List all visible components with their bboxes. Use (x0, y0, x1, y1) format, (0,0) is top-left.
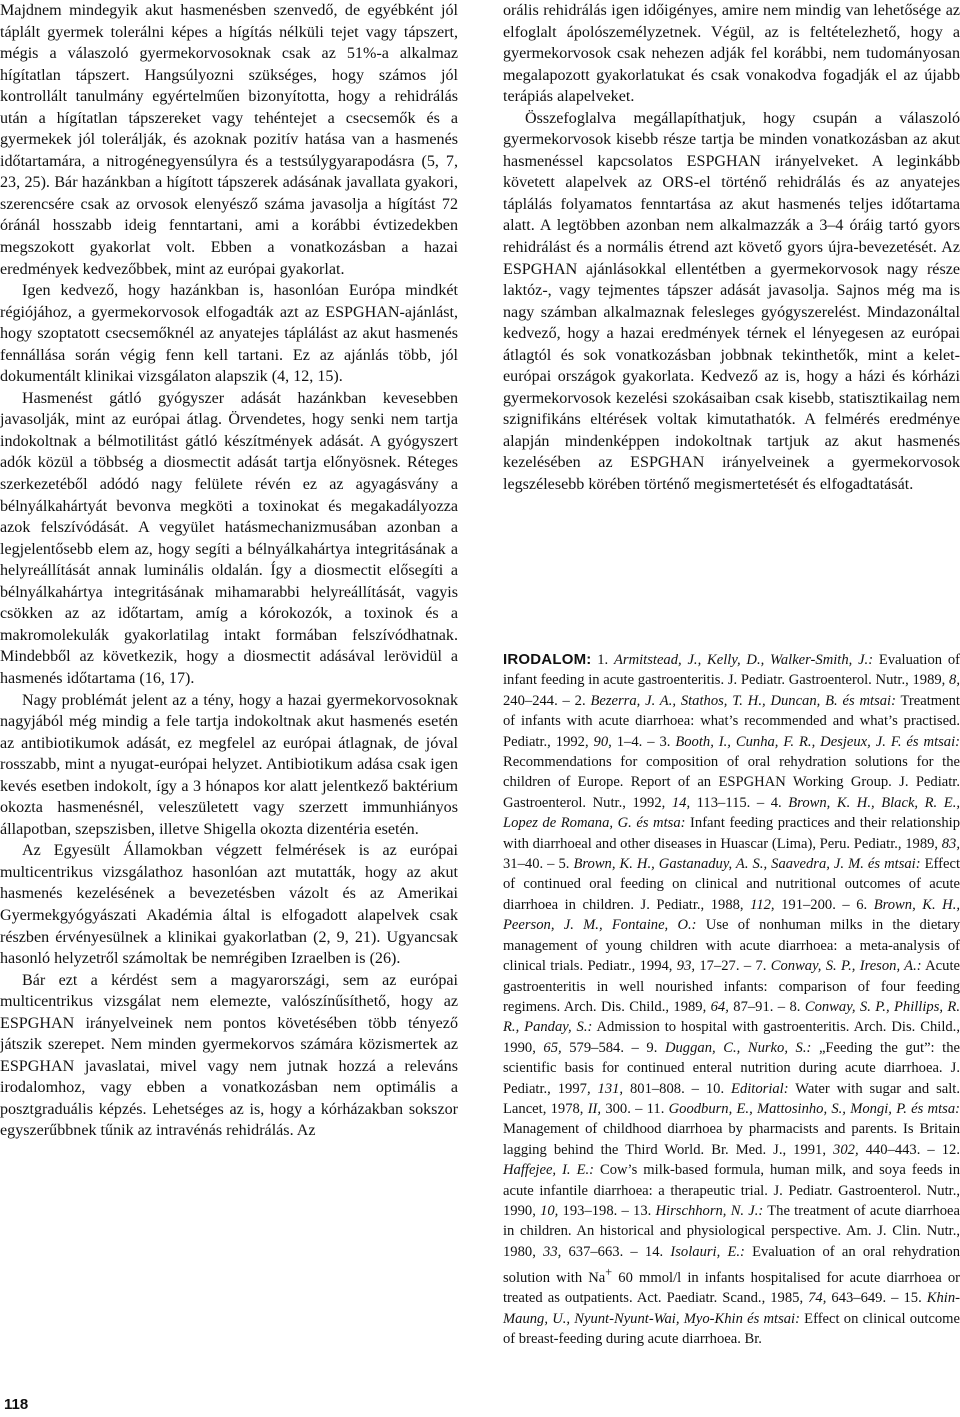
reference-italic-segment: Armitstead, J., Kelly, D., Walker-Smith, J.: (613, 652, 874, 668)
reference-segment: 579–584. – 9. (561, 1039, 665, 1056)
reference-italic-segment: 131, (597, 1080, 624, 1097)
references-body (503, 652, 960, 1347)
reference-segment: 801–808. – 10. (623, 1080, 732, 1097)
reference-italic-segment: II, (587, 1100, 602, 1117)
reference-segment: Use of nonhuman milks in the dietary management of young children with acute diarrhoea: a meta-analysis of clinical trials. Pediatr., 1994, (503, 917, 960, 975)
reference-segment: Effect of continued oral feeding on clinical and nutritional outcomes of acute diarrhoea in children. J. Pediatr., 1988, (503, 856, 960, 913)
reference-italic-segment: Isolauri, E.: (670, 1243, 745, 1260)
reference-segment: Management of childhood diarrhoea by pharmacists and parents. Is Britain lagging behind the Third World. Br. Med. J., 1991, (503, 1121, 960, 1158)
reference-segment: 60 mmol/l in infants hospitalised for acute diarrhoea or treated as outpatients. Act. Paediatr. Scand., 1985, (503, 1270, 960, 1307)
reference-segment: Cow’s milk-based formula, human milk, and soya feeds in acute infantile diarrhoea: a therapeutic trial. J. Pediatr. Gastroenterol. Nutr., 1990, (503, 1162, 960, 1219)
reference-segment: 87–91. – 8. (728, 998, 805, 1015)
reference-segment: The treatment of acute diarrhoea in children. An historical and physiological perspective. Am. J. Clin. Nutr., 1980, (503, 1202, 960, 1260)
reference-italic-segment: Brown, K. H., Gastanaduy, A. S., Saavedra, J. M. és mtsai: (573, 856, 921, 873)
reference-italic-segment: Hirschhorn, N. J.: (655, 1202, 764, 1219)
left-column-paragraph: Az Egyesült Államokban végzett felmérések is az európai multicentrikus vizsgálathoz hasonlóan azt mutatták, hogy az akut hasmenés kezelésének a bevezetésben vázolt és az Amerikai Gyermekgyógyászati Akadémia által is elfogadott alapelvek csak részben érvényesülnek a klinikai gyakorlatban (2, 9, 21). Ugyancsak hasonló helyzetről számoltak be nemrégiben Izraelben is (26). (0, 842, 458, 968)
reference-segment: + (605, 1265, 613, 1280)
reference-italic-segment: 83, (941, 835, 960, 852)
reference-italic-segment: 93, (676, 958, 696, 975)
reference-italic-segment: 8, (949, 672, 960, 689)
reference-segment: 1. (591, 652, 614, 668)
reference-italic-segment: 14, (671, 794, 691, 811)
reference-italic-segment: 112, (750, 896, 775, 913)
reference-segment: Evaluation of an oral rehydration solution with Na (503, 1243, 960, 1287)
reference-italic-segment: 64, (710, 998, 729, 1015)
reference-segment: 637–663. – 14. (561, 1243, 671, 1260)
reference-segment: 191–200. – 6. (774, 896, 874, 913)
right-column-paragraph: orális rehidrálás igen időigényes, amire nem mindig van lehetősége az elfoglalt ápolószemélyzetnek. Végül, az is feltételezhető, hogy a gyermekorvosok csak nehezen adják fel korábbi, nem tudományosan megalapozott gyakorlatukat és csak vonakodva fogadják el az újabb terápiás alapelveket. (503, 2, 960, 106)
left-column-paragraph: Igen kedvező, hogy hazánkban is, hasonlóan Európa mindkét régiójához, a gyermekorvosok elfogadták azt az ESPGHAN-ajánlást, hogy szoptatott csecsemőknél az anyatejes táplálást az akut hasmenés fennállása során végig fenn kell tartani. Ez az ajánlás több, jól dokumentált klinikai vizsgálaton alapszik (4, 12, 15). (0, 282, 458, 386)
reference-segment: 31–40. – 5. (503, 856, 574, 873)
reference-segment: „Feeding the gut”: the scientific basis for continued enteral nutrition during acute diarrhoea. J. Pediatr., 1997, (503, 1039, 960, 1097)
reference-italic-segment: 90, (593, 733, 612, 750)
references-section (503, 650, 960, 1350)
left-column-paragraph: Nagy problémát jelent az a tény, hogy a hazai gyermekorvosoknak nagyjából még mindig a fele tartja indokoltnak akut hasmenés esetén az antibiotikumok adását, ez megfelel az európai átlagnak, de jóval rosszabb, mint a nyugat-európai helyzet. Antibiotikum adása csak igen kevés esetben indokolt, így a 3 hónapos kor alatt jelentkező baktérium okozta hasmenésnél, veleszületett vagy szerzett immunhiányos állapotban, szepszisben, illetve Shigella okozta dizentéria esetén. (0, 691, 458, 838)
reference-segment: Acute gastroenteritis in well nourished infants: comparison of four feeding regimens. Arch. Dis. Child., 1989, (503, 958, 960, 1015)
left-column-paragraph: Hasmenést gátló gyógyszer adását hazánkban kevesebben javasolják, mint az európai átlag. Örvendetes, hogy senki nem tartja indokoltnak a bélmotilitást gátló készítmények adását. A gyógyszert adók közül a többség a diosmectit adását tartja előnyösnek. Réteges szerkezetéből adódó nagy felülete révén ez az agyagásvány a bélnyálkahártyát bevonva megköti a toxinokat és megakadályozza azok felszívódását. A vegyület hatásmechanizmusában azonban a legjelentősebb elem az, hogy segíti a bélnyálkahártya integritásának a helyreállítását annak luminális oldalán. Így a diosmectit elősegíti a bélnyálkahártya integritásának mihamarabbi helyreállítását, vagyis csökken az az időtartam, amíg a kórokozók, a toxinok és a makromolekulák gyakorlatilag intakt formában felszívódhatnak. Mindebből az következik, hogy a diosmectit adásával lerövidül a hasmenés időtartama (16, 17). (0, 389, 458, 687)
left-column-paragraph: Bár ezt a kérdést sem a magyarországi, sem az európai multicentrikus vizsgálat nem elemezte, valószínűsíthető, hogy az ESPGHAN irányelveinek nem pontos követésében több tényező játszik szerepet. Nem minden gyermekorvos számára közismertek az ESPGHAN javaslatai, mivel vagy nem jutnak hozzá a releváns irodalomhoz, vagy ebben a vonatkozásban nem optimális a posztgraduális képzés. Lehetséges az is, hogy a kórházakban sokszor egyszerűbbnek tűnik az intravénás rehidrálás. Az (0, 971, 458, 1140)
reference-italic-segment: 10, (540, 1202, 559, 1219)
reference-segment: 440–443. – 12. (858, 1141, 960, 1158)
reference-italic-segment: Editorial: (731, 1080, 789, 1097)
reference-segment: 240–244. – 2. (503, 692, 591, 709)
reference-segment: 113–115. – 4. (690, 794, 789, 811)
reference-italic-segment: Goodburn, E., Mattosinho, S., Mongi, P. és mtsa: (668, 1100, 960, 1117)
reference-italic-segment: Khin-Maung, U., Nyunt-Nyunt-Wai, Myo-Khin és mtsai: (503, 1290, 960, 1327)
reference-segment: Infant feeding practices and their relationship with diarrhoeal and other diseases in Huascar (Lima), Peru. Pediatr., 1989, (503, 815, 960, 852)
reference-segment: Evaluation of infant feeding in acute gastroenteritis. J. Pediatr. Gastroenterol. Nutr., 1989, (503, 652, 960, 689)
reference-italic-segment: Brown, K. H., Black, R. E., Lopez de Romana, G. és mtsa: (503, 794, 960, 832)
reference-italic-segment: Brown, K. H., Peerson, J. M., Fontaine, O.: (503, 896, 960, 934)
reference-segment: Water with sugar and salt. Lancet, 1978, (503, 1080, 960, 1117)
reference-italic-segment: 302, (833, 1141, 859, 1158)
reference-italic-segment: 74, (808, 1290, 827, 1307)
reference-segment: Treatment of infants with acute diarrhoea: what’s recommended and what’s practised. Pediatr., 1992, (503, 692, 960, 750)
reference-segment: Effect on clinical outcome of breast-feeding during acute diarrhoea. Br. (503, 1310, 960, 1348)
right-column-paragraph: Összefoglalva megállapíthatjuk, hogy csupán a válaszoló gyermekorvosok kisebb része tartja be minden vonatkozásban az akut hasmenéssel kapcsolatos ESPGHAN irányelveket. A leginkább követett alapelvek az ORS-el történő rehidrálás és az anyatejes táplálás folyamatos fenntartása az akut hasmenés teljes időtartama alatt. A legtöbben azonban nem alkalmazzák a 3–4 óráig tartó gyors rehidrálást és a normális étrend azt követő gyors újra-bevezetését. Az ESPGHAN ajánlásokkal ellentétben a gyermekorvosok nagy része laktóz-, vagy tejmentes tápszer adását javasolja. Sajnos még ma is nagy számban alkalmaznak felesleges gyógyszerelést. Mindazonáltal kedvező, hogy a hazai eredmények térnek el lényegesen az európai átlagtól és sok vonatkozásban jobbnak tekinthetők, mint a kelet-európai országok gyakorlata. Kedvező az is, hogy a házi és kórházi gyermekorvosok kezelési szokásaiban csak kisebb, statisztikailag nem szignifikáns eltérések voltak kimutathatók. A felmérés eredménye alapján mindenképpen indokoltnak tartjuk az akut hasmenés kezelésében az ESPGHAN irányelveinek a gyermekorvosok legszélesebb körében történő megismertetését és elfogadtatását. (503, 109, 960, 494)
reference-italic-segment: Duggan, C., Nurko, S.: (664, 1039, 812, 1056)
reference-segment: Recommendations for composition of oral rehydration solutions for the children of Europe. Report of an ESPGHAN Working Group. J. Pediatr. Gastroenterol. Nutr., 1992, (503, 754, 960, 811)
reference-italic-segment: Bezerra, J. A., Stathos, T. H., Duncan, B. és mtsai: (590, 692, 896, 709)
reference-segment: 193–198. – 13. (558, 1202, 656, 1219)
references-heading: IRODALOM: (503, 651, 592, 668)
reference-italic-segment: Conway, S. P., Ireson, A.: (770, 958, 922, 975)
reference-segment: 1–4. – 3. (611, 733, 676, 750)
reference-italic-segment: Haffejee, I. E.: (503, 1162, 594, 1179)
reference-segment: 643–649. – 15. (826, 1290, 927, 1307)
reference-italic-segment: 65, (543, 1039, 562, 1056)
reference-italic-segment: Booth, I., Cunha, F. R., Desjeux, J. F. és mtsai: (675, 733, 960, 750)
reference-segment: Admission to hospital with gastroenteritis. Arch. Dis. Child., 1990, (503, 1019, 960, 1056)
left-column-paragraph: Majdnem mindegyik akut hasmenésben szenvedő, de egyébként jól táplált gyermek tolerálni képes a hígítás nélküli tejet vagy tápszert, mégis a válaszoló gyermekorvosoknak csak az 51%-a alkalmaz hígítatlan tápszert. Hangsúlyozni szükséges, hogy számos jól kontrollált tanulmány egyértelműen bizonyította, hogy a rehidrálás után a hígítatlan tápszereket vagy tehéntejet a csecsemők és a gyermekek jól tolerálják, és azoknak pozitív hatása van a hasmenés időtartamára, a nitrogénegyensúlyra és a testsúlygyarapodásra (5, 7, 23, 25). Bár hazánkban a hígított tápszerek adásának javallata gyakori, szerencsére csak az orvosok elenyésző száma javasolja a hígítást 72 óránál hosszabb ideig fenntartani, ami a korábbi évtizedekben megszokott gyakorlat volt. Ebben a vonatkozásban a hazai eredmények kedvezőbbek, mint az európai gyakorlat. (0, 2, 458, 278)
reference-italic-segment: Conway, S. P., Phillips, R. R., Panday, S.: (503, 998, 960, 1036)
reference-segment: 300. – 11. (601, 1100, 669, 1117)
references-text (503, 650, 960, 1350)
left-column (0, 0, 458, 1142)
right-column (503, 0, 960, 496)
reference-italic-segment: 33, (543, 1243, 562, 1260)
reference-segment: 17–27. – 7. (695, 958, 771, 975)
page-number: 118 (4, 1396, 29, 1413)
